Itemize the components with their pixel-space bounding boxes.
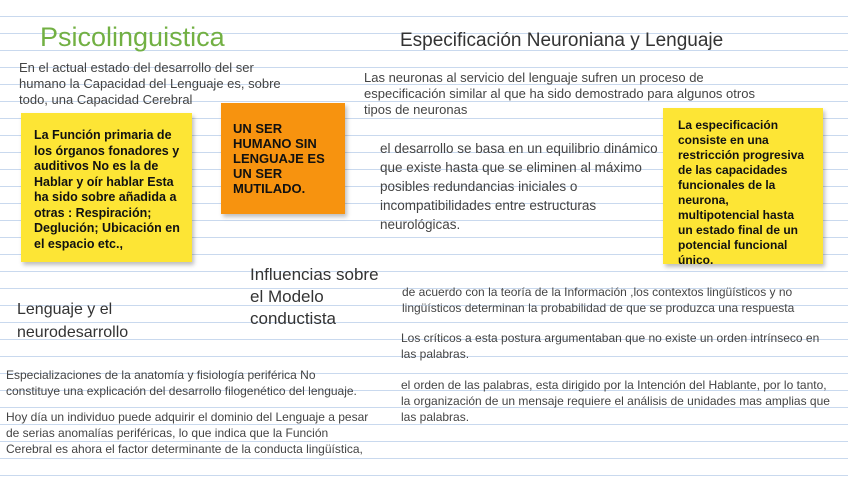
sticky-note-especificacion: La especificación consiste en una restricción progresiva de las capacidades funcionales de la neurona, multipotencial hasta un estado final de un potencial funcional único.: [663, 108, 823, 264]
sticky-note-funcion-primaria: La Función primaria de los órganos fonadores y auditivos No es la de Hablar y oír hablar Esta ha sido sobre añadida a otras : Respiración; Deglución; Ubicación en el espacio etc.,: [21, 113, 192, 262]
criticos-text: Los críticos a esta postura argumentaban que no existe un orden intrínseco en las palabras.: [401, 331, 820, 361]
hoy-dia-text: Hoy día un individuo puede adquirir el dominio del Lenguaje a pesar de serias anomalías periféricas, lo que indica que la Función Cerebral es ahora el factor determinante de la conducta lingüística,: [6, 410, 369, 456]
section-heading-especificacion: Especificación Neuroniana y Lenguaje: [400, 30, 724, 51]
especializaciones-text: Especializaciones de la anatomía y fisiología periférica No constituye una explicación del desarrollo filogenético del lenguaje.: [6, 368, 357, 398]
desarrollo-text: el desarrollo se basa en un equilibrio dinámico que existe hasta que se eliminen al máximo posibles redundancias iniciales o incompatibilidades entre estructuras neurológicas.: [380, 141, 658, 232]
sticky-note-ser-mutilado: UN SER HUMANO SIN LENGUAJE ES UN SER MUTILADO.: [221, 103, 345, 214]
informacion-text: de acuerdo con la teoría de la Información ,los contextos lingüísticos y no lingüísticos determinan la probabilidad de que se produzca una respuesta: [402, 285, 795, 315]
lenguaje-neurodesarrollo-heading: Lenguaje y el neurodesarrollo: [17, 301, 129, 341]
orden-text: el orden de las palabras, esta dirigido por la Intención del Hablante, por lo tanto, la organización de un mensaje requiere el análisis de unidades mas amplias que las palabras.: [401, 378, 830, 424]
page-title: Psicolinguistica: [40, 22, 225, 52]
intro-text: En el actual estado del desarrollo del ser humano la Capacidad del Lenguaje es, sobre todo, una Capacidad Cerebral: [19, 60, 281, 107]
influencias-heading: Influencias sobre el Modelo conductista: [250, 265, 379, 328]
neuronas-text: Las neuronas al servicio del lenguaje sufren un proceso de especificación similar al que ha sido demostrado para algunos otros tipos de neuronas: [364, 70, 755, 117]
